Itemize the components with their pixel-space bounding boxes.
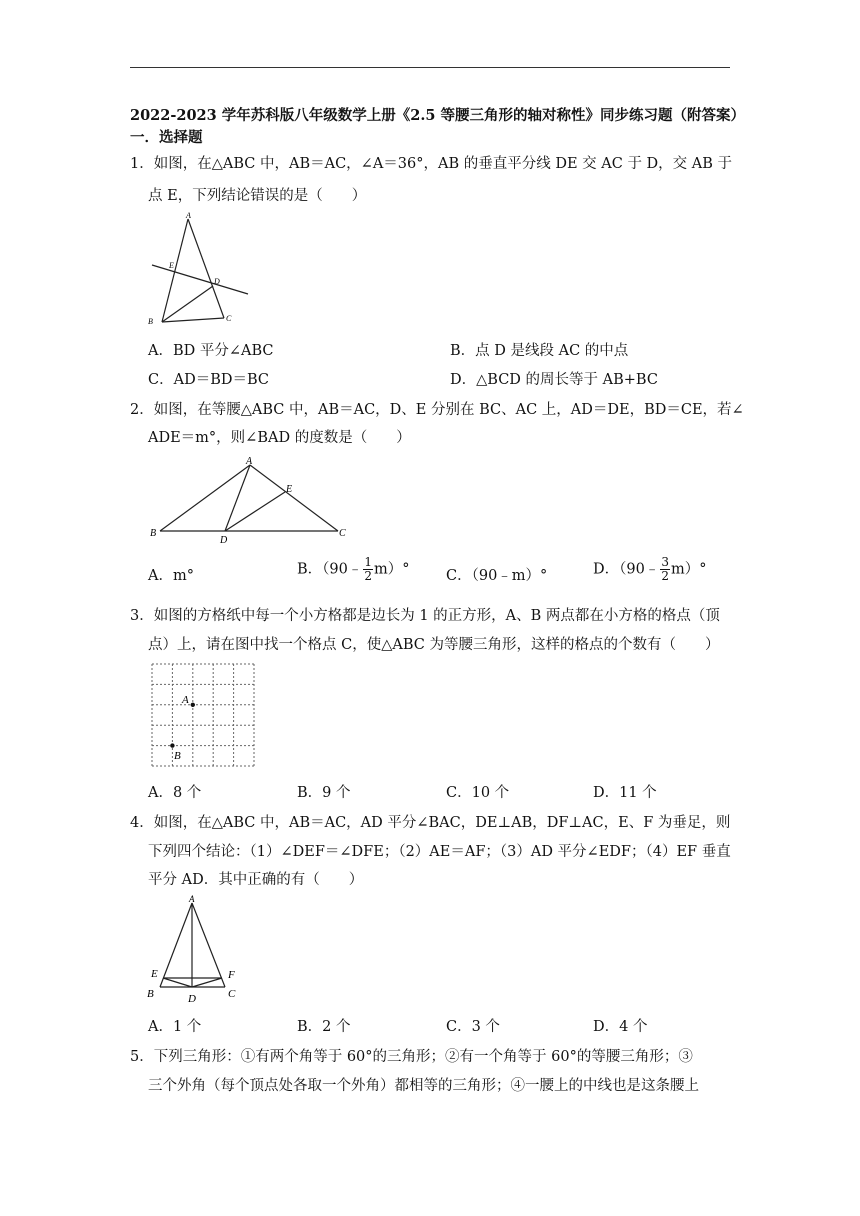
q3-label-b: B	[174, 750, 181, 762]
q3-option-c: C．10 个	[446, 785, 510, 801]
q4-option-d: D．4 个	[593, 1019, 648, 1035]
q1-option-c: C．AD＝BD＝BC	[148, 372, 269, 388]
q3-stem-line2: 点）上，请在图中找一个格点 C，使△ABC 为等腰三角形，这样的格点的个数有（ ）	[148, 637, 720, 653]
q1-option-d: D．△BCD 的周长等于 AB+BC	[450, 372, 658, 388]
q3-option-b: B．9 个	[297, 785, 351, 801]
q1-label-a: A	[186, 211, 191, 220]
q1-label-b: B	[148, 317, 153, 326]
q4-figure	[145, 892, 245, 1010]
q3-point-a	[191, 703, 195, 707]
q3-stem-line1: 3．如图的方格纸中每一个小方格都是边长为 1 的正方形，A、B 两点都在小方格的格点（顶	[130, 608, 720, 624]
q2-label-b: B	[150, 528, 157, 539]
q2-option-c: C．（90﹣m）°	[446, 568, 548, 584]
q5-stem-line1: 5．下列三角形：①有两个角等于 60°的三角形；②有一个角等于 60°的等腰三角形；③	[130, 1049, 693, 1065]
q1-option-b: B．点 D 是线段 AC 的中点	[450, 343, 629, 359]
q2-option-a: A．m°	[148, 568, 194, 584]
q1-stem-line2: 点 E，下列结论错误的是（ ）	[148, 188, 367, 204]
q4-option-b: B．2 个	[297, 1019, 351, 1035]
q4-option-c: C．3 个	[446, 1019, 500, 1035]
q3-label-a: A	[182, 694, 189, 706]
q4-label-c: C	[228, 988, 236, 1000]
q4-label-e: E	[151, 968, 158, 980]
header-rule	[130, 67, 730, 68]
q3-grid-figure	[150, 662, 260, 772]
q1-option-a: A．BD 平分∠ABC	[148, 343, 274, 359]
q4-stem-line2: 下列四个结论：（1）∠DEF＝∠DFE；（2）AE＝AF；（3）AD 平分∠EDF；（4）EF 垂直	[148, 844, 731, 860]
q3-point-b	[170, 743, 174, 747]
q2-option-b: B．（90﹣ $\frac{1}{2}$ m）°	[297, 555, 410, 583]
q4-label-b: B	[147, 988, 154, 1000]
q3-option-a: A．8 个	[148, 785, 202, 801]
q2-label-c: C	[339, 528, 346, 539]
q3-option-d: D．11 个	[593, 785, 657, 801]
q1-label-c: C	[226, 314, 232, 323]
q5-stem-line2: 三个外角（每个顶点处各取一个外角）都相等的三角形；④一腰上的中线也是这条腰上	[148, 1078, 699, 1094]
q2-stem-line1: 2．如图，在等腰△ABC 中，AB＝AC，D、E 分别在 BC、AC 上，AD＝DE，BD＝CE，若∠	[130, 402, 744, 418]
q4-label-a: A	[189, 894, 195, 904]
q2-figure	[148, 454, 363, 544]
q2-option-d: D．（90﹣ $\frac{3}{2}$ m）°	[593, 555, 707, 583]
document-title: 2022-2023 学年苏科版八年级数学上册《2.5 等腰三角形的轴对称性》同步练习题（附答案）	[130, 107, 746, 124]
q4-label-d: D	[188, 993, 196, 1005]
q4-stem-line1: 4．如图，在△ABC 中，AB＝AC，AD 平分∠BAC，DE⊥AB，DF⊥AC，E、F 为垂足，则	[130, 815, 731, 831]
q2-label-e: E	[286, 484, 293, 495]
q1-label-e: E	[169, 261, 174, 270]
q2-stem-line2: ADE＝m°，则∠BAD 的度数是（ ）	[148, 430, 411, 446]
q1-label-d: D	[214, 277, 220, 286]
q2-label-a: A	[246, 456, 253, 467]
q2-label-d: D	[220, 535, 228, 546]
q1-stem-line1: 1．如图，在△ABC 中，AB＝AC，∠A＝36°，AB 的垂直平分线 DE 交 AC 于 D，交 AB 于	[130, 156, 733, 172]
q4-label-f: F	[228, 969, 235, 981]
q4-stem-line3: 平分 AD．其中正确的有（ ）	[148, 872, 364, 888]
q1-figure	[140, 210, 260, 330]
section-heading: 一．选择题	[130, 129, 203, 146]
q4-option-a: A．1 个	[148, 1019, 202, 1035]
